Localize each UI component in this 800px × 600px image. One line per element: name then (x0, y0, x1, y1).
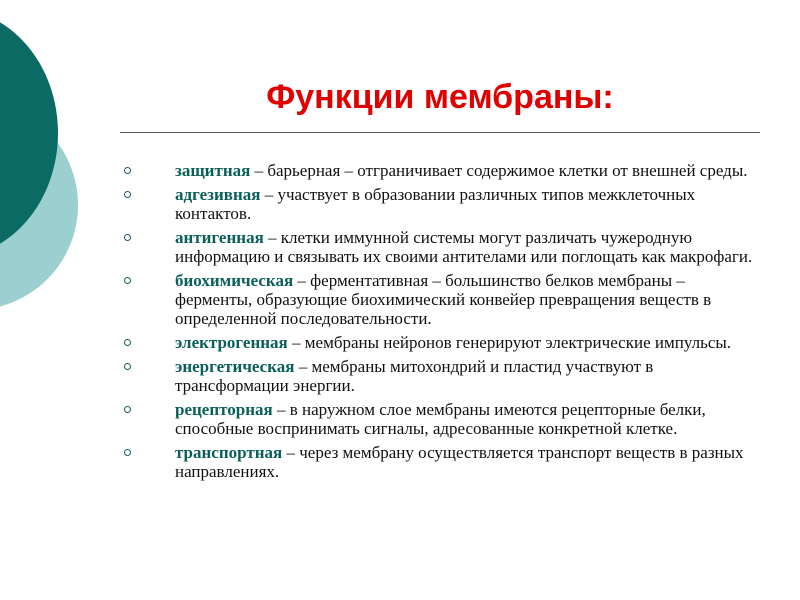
function-description: – участвует в образовании различных типов межклеточных контактов. (175, 185, 696, 223)
bullet-icon (124, 363, 131, 370)
list-item (124, 400, 754, 438)
function-term: антигенная (175, 228, 264, 247)
slide-title: Функции мембраны: (266, 78, 614, 116)
list-item (124, 443, 754, 481)
function-term: энергетическая (175, 357, 295, 376)
list-item (124, 271, 754, 328)
function-description: – через мембрану осуществляется транспорт веществ в разных направлениях. (175, 443, 744, 481)
bullet-icon (124, 167, 131, 174)
function-term: адгезивная (175, 185, 261, 204)
bullet-icon (124, 406, 131, 413)
bullet-icon (124, 277, 131, 284)
list-item (124, 357, 754, 395)
list-item (124, 185, 754, 223)
list-item (124, 161, 754, 180)
bullet-icon (124, 339, 131, 346)
function-description: – клетки иммунной системы могут различать чужеродную информацию и связывать их своими антителами или поглощать как макрофаги. (175, 228, 753, 266)
function-term: транспортная (175, 443, 283, 462)
function-description: – мембраны митохондрий и пластид участвуют в трансформации энергии. (175, 357, 654, 395)
function-description: – барьерная – отграничивает содержимое клетки от внешней среды. (250, 161, 748, 180)
functions-list (124, 161, 754, 486)
function-description: – ферментативная – большинство белков мембраны – ферменты, образующие биохимический конвейер превращения веществ в определенной последовательности. (175, 271, 712, 328)
list-item (124, 228, 754, 266)
function-term: биохимическая (175, 271, 294, 290)
bullet-icon (124, 191, 131, 198)
bullet-icon (124, 449, 131, 456)
function-description: – в наружном слое мембраны имеются рецепторные белки, способные воспринимать сигналы, адресованные конкретной клетке. (175, 400, 706, 438)
function-term: электрогенная (175, 333, 288, 352)
function-term: защитная (175, 161, 251, 180)
bullet-icon (124, 234, 131, 241)
title-divider (120, 132, 760, 133)
list-item (124, 333, 754, 352)
function-description: – мембраны нейронов генерируют электрические импульсы. (287, 333, 732, 352)
function-term: рецепторная (175, 400, 273, 419)
